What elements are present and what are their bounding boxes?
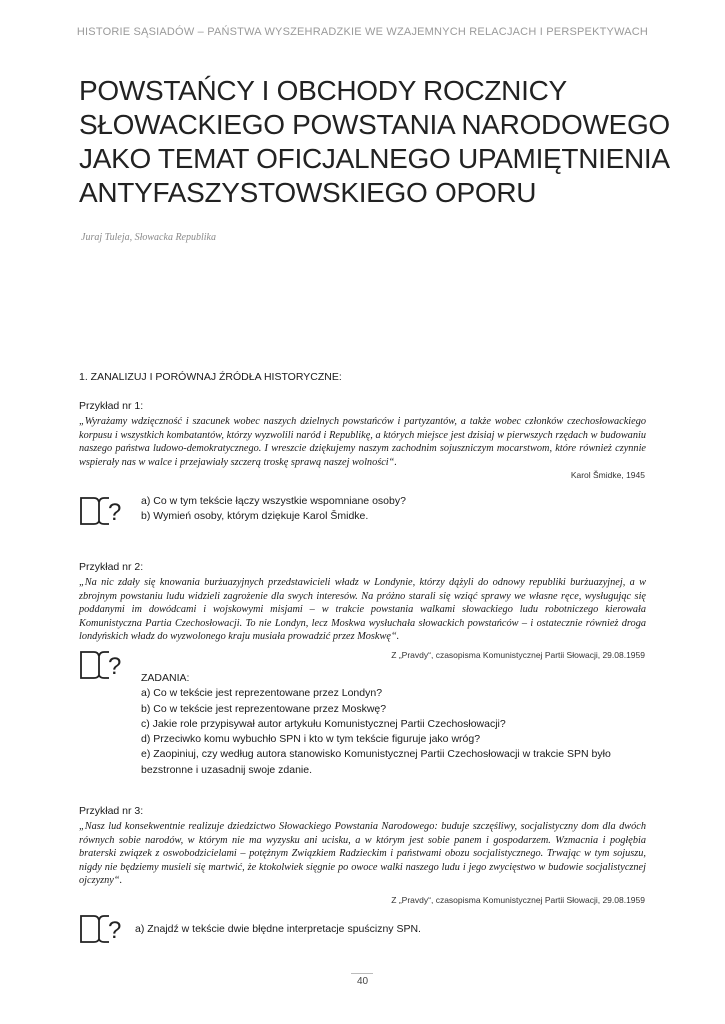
task-item: a) Co w tekście jest reprezentowane przez Londyn? [141,687,383,700]
page-title [79,74,679,210]
example-1-title: Przykład nr 1: [79,400,144,412]
task-item: e) Zaopiniuj, czy według autora stanowisko Komunistycznej Partii Czechosłowacji w trakcie SPN było [141,748,611,761]
svg-text:?: ? [108,653,122,680]
example-3-quote: „Nasz lud konsekwentnie realizuje dziedzictwo Słowackiego Powstania Narodowego: buduje szczęśliwy, socjalistyczny dom dla dwóch równych sobie narodów, w którym nie ma wyzysku ani ucisku, a w którym jest sobie panem i gospodarzem. Wzmacnia i pogłębia braterski związek z oswobodzicielami – potężnym Związkiem Radzieckim i państwami obozu socjalistycznego. Trwając w tym sojuszu, nigdy nie będziemy musieli się martwić, że ktokolwiek sięgnie po owoce walki naszego ludu i jego zwycięstwo w budowie socjalistycznej ojczyzny“. [79,821,646,886]
task-item: a) Znajdź w tekście dwie błędne interpretacje spuścizny SPN. [135,923,421,935]
example-3-source: Z „Pravdy“, czasopisma Komunistycznej Partii Słowacji, 29.08.1959 [391,895,645,905]
running-header: HISTORIE SĄSIADÓW – PAŃSTWA WYSZEHRADZKIE WE WZAJEMNYCH RELACJACH I PERSPEKTYWACH [76,26,649,38]
example-1-tasks [141,494,406,525]
book-question-icon [79,494,125,526]
svg-text:?: ? [108,917,122,944]
svg-text:?: ? [108,499,122,526]
example-2-quote: „Na nic zdały się knowania burżuazyjnych przedstawicieli władz w Londynie, którzy dążyli do odnowy republiki burżuazyjnej, a w zbrojnym powstaniu ludu widzieli zagrożenie dla swych interesów. Na próżno starali się wziąć sprawy we własne ręce, wysługując się poddanymi im dowódcami i wojskowymi misjami – w trakcie powstania walkami słowackiego ludu robotniczego kierowała Komunistyczna Partia Czechosłowacji. To nie Londyn, lecz Moskwa wysłuchała słowackich powstańców – i ostatecznie również droga londyńskich władz do wyzwolonego kraju musiała prowadzić przez Moskwę“. [79,577,646,642]
example-2-title: Przykład nr 2: [79,561,144,573]
example-1-source: Karol Šmidke, 1945 [570,470,645,480]
task-item: bezstronne i uzasadnij swoje zdanie. [141,763,313,776]
task-item: b) Wymień osoby, którym dziękuje Karol Šmidke. [141,510,369,523]
example-2-tasks [141,671,611,778]
task-item: c) Jakie role przypisywał autor artykułu Komunistycznej Partii Czechosłowacji? [141,717,506,730]
task-item: b) Co w tekście jest reprezentowane przez Moskwę? [141,702,387,715]
page-number-rule [351,973,373,974]
example-3-title: Przykład nr 3: [79,805,144,817]
author: Juraj Tuleja, Słowacka Republika [81,232,216,243]
title-line: ANTYFASZYSTOWSKIEGO OPORU [79,177,537,208]
section-title: 1. ZANALIZUJ I PORÓWNAJ ŹRÓDŁA HISTORYCZNE: [79,371,342,383]
book-question-icon [79,912,125,944]
book-question-icon [79,648,125,680]
task-item: d) Przeciwko komu wybuchło SPN i kto w tym tekście figuruje jako wróg? [141,733,481,746]
title-line: JAKO TEMAT OFICJALNEGO UPAMIĘTNIENIA [79,143,670,174]
title-line: POWSTAŃCY I OBCHODY ROCZNICY [79,75,567,106]
example-3-tasks [135,922,421,937]
tasks-heading: ZADANIA: [141,672,190,684]
example-1-quote: „Wyrażamy wdzięczność i szacunek wobec naszych dzielnych powstańców i partyzantów, a także wobec członków czechosłowackiego korpusu i wszystkich kombatantów, którzy wyzwolili naród i Republikę, a których miejsce jest dzisiaj w pierwszych rzędach w budowaniu naszego państwa ludowo-demokratycznego. I wreszcie dziękujemy naszym zachodnim sojuszniczym mocarstwom, które również czynnie wspierały nas w walce i przejawiały szczerą troskę sprawą naszej wolności“. [79,416,646,468]
example-2-source: Z „Pravdy“, czasopisma Komunistycznej Partii Słowacji, 29.08.1959 [391,650,645,660]
title-line: SŁOWACKIEGO POWSTANIA NARODOWEGO [79,109,670,140]
page-number: 40 [356,976,369,987]
task-item: a) Co w tym tekście łączy wszystkie wspomniane osoby? [141,495,406,507]
